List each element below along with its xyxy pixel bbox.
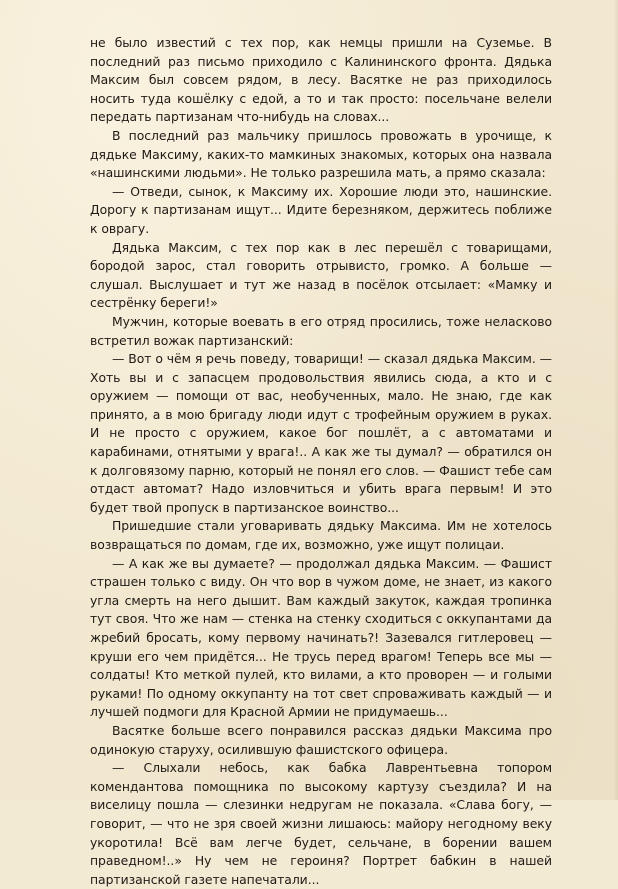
paragraph-8: — А как же вы думаете? — продолжал дядька Максим. — Фашист страшен только с виду. Он что вор в чужом доме, не знает, из какого угла смерть на него дышит. Вам каждый закуток, каждая тропинка тут своя. Что же нам — стенка на стенку сходиться с оккупантами да жребий бросать, кому первому начинать?! Зазевался гитлеровец — круши его чем придётся... Не трусь перед врагом! Теперь все мы — солдаты! Кто меткой пулей, кто вилами, а кто проворен — и голыми руками! По одному оккупанту на тот свет спроваживать каждый — и лучшей подмоги для Красной Армии не придумаешь... — [90, 555, 552, 720]
paragraph-5: Мужчин, которые воевать в его отряд просились, тоже неласково встретил вожак партизанский: — [90, 313, 552, 348]
paragraph-4: Дядька Максим, с тех пор как в лес перешёл с товарищами, бородой зарос, стал говорить отрывисто, громко. А больше — слушал. Выслушает и тут же назад в посёлок отсылает: «Мамку и сестрёнку береги!» — [90, 239, 552, 311]
page-edge-shadow — [614, 0, 618, 800]
paragraph-9: Васятке больше всего понравился рассказ дядьки Максима про одинокую старуху, осилившую фашистского офицера. — [90, 722, 552, 757]
paragraph-2: В последний раз мальчику пришлось провожать в урочище, к дядьке Максиму, каких-то мамкиных знакомых, которых она назвала «нашинскими людьми». Не только разрешила мать, а прямо сказала: — [90, 127, 552, 181]
paragraph-1: не было известий с тех пор, как немцы пришли на Суземье. В последний раз письмо приходило с Калининского фронта. Дядька Максим был совсем рядом, в лесу. Васятке не раз приходилось носить туда кошёлку с едой, а то и так просто: посельчане велели передать партизанам что-нибудь на словах... — [90, 35, 552, 125]
page-text — [90, 34, 552, 889]
paragraph-10: — Слыхали небось, как бабка Лаврентьевна топором комендантова помощника по высокому картузу съездила? И на виселицу пошла — слезинки недругам не показала. «Слава богу, — говорит, — что не зря своей жизни лишаюсь: майору негодному веку укоротила! Всё вам легче будет, сельчане, в борении вашем праведном!..» Ну чем не героиня? Портрет бабкин в нашей партизанской газете напечатали... — [90, 760, 552, 887]
paragraph-7: Пришедшие стали уговаривать дядьку Максима. Им не хотелось возвращаться по домам, где их, возможно, уже ищут полицаи. — [90, 518, 552, 553]
paragraph-3: — Отведи, сынок, к Максиму их. Хорошие люди это, нашинские. Дорогу к партизанам ищут... Идите березняком, держитесь поближе к оврагу. — [90, 183, 552, 236]
paragraph-6: — Вот о чём я речь поведу, товарищи! — сказал дядька Максим. — Хоть вы и с запасцем продовольствия явились сюда, а кто и с оружием — помощи от вас, необученных, мало. Не знаю, где как принято, а в мою бригаду люди идут с трофейным оружием в руках. И не просто с оружием, какое бог пошлёт, а с автоматами и карабинами, отнятыми у врага!.. А как же ты думал? — обратился он к долговязому парню, который не понял его слов. — Фашист тебе сам отдаст автомат? Надо изловчиться и убить врага первым! И это будет твой пропуск в партизанское воинство... — [90, 351, 552, 515]
